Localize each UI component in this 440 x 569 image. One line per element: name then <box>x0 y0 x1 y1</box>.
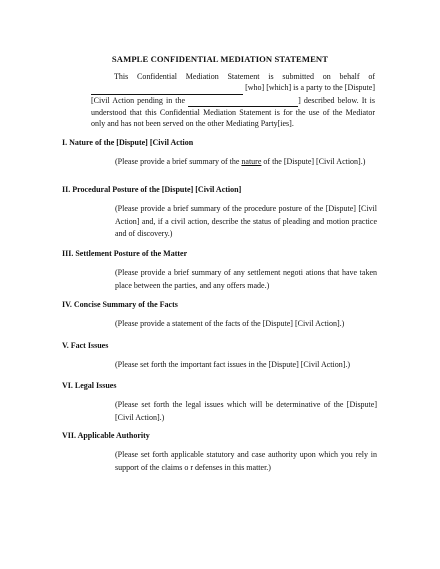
section-heading: V. Fact Issues <box>62 341 109 350</box>
blank-line-court <box>188 95 298 107</box>
intro-paragraph <box>91 71 375 130</box>
section-fact-issues <box>62 340 376 372</box>
section-facts-summary <box>62 299 376 331</box>
section-procedural-posture <box>62 184 376 240</box>
section-body: (Please provide a brief summary of any settlement negoti ations that have taken place between the parties, and any offers made.) <box>115 268 377 290</box>
section-heading: IV. Concise Summary of the Facts <box>62 300 178 309</box>
section-body: (Please provide a statement of the facts of the [Dispute] [Civil Action].) <box>115 319 345 329</box>
section-body: (Please set forth applicable statutory and case authority upon which you rely in support of the claims o r defenses in this matter.) <box>115 450 377 472</box>
intro-text-3: ] described below. It is understood that this Confidential Mediation Statement is for the use of the Mediator only and has not been served on the other Mediating Party[ies]. <box>91 95 375 129</box>
section-heading: I. Nature of the [Dispute] [Civil Action <box>62 138 194 147</box>
section-body-underlined: nature <box>241 157 262 167</box>
section-heading: II. Procedural Posture of the [Dispute] [Civil Action] <box>62 185 242 194</box>
section-body: (Please set forth the legal issues which will be determinative of the [Dispute] [Civil Action].) <box>115 400 377 422</box>
section-body <box>115 156 377 168</box>
intro-text-1: This Confidential Mediation Statement is submitted on behalf of <box>114 72 375 81</box>
section-legal-issues <box>62 380 376 424</box>
document-title: SAMPLE CONFIDENTIAL MEDIATION STATEMENT <box>111 54 329 64</box>
section-body-text: (Please provide a brief summary of the <box>115 157 240 167</box>
blank-line-party-name <box>91 82 243 94</box>
section-settlement-posture <box>62 248 376 292</box>
section-nature <box>62 137 376 169</box>
section-heading: III. Settlement Posture of the Matter <box>62 249 188 258</box>
intro-text-2: [who] [which] is a party to the [Dispute] [Civil Action pending in the <box>91 83 375 105</box>
section-body: (Please set forth the important fact issues in the [Dispute] [Civil Action].) <box>115 360 351 370</box>
section-body-text: of the [Dispute] [Civil Action].) <box>263 157 366 167</box>
section-heading: VI. Legal Issues <box>62 381 117 390</box>
section-applicable-authority <box>62 430 376 474</box>
section-body: (Please provide a brief summary of the procedure posture of the [Dispute] [Civil Action] and, if a civil action, describe the status of pleading and motion practice and of discovery.) <box>115 204 377 238</box>
section-heading: VII. Applicable Authority <box>62 431 150 440</box>
